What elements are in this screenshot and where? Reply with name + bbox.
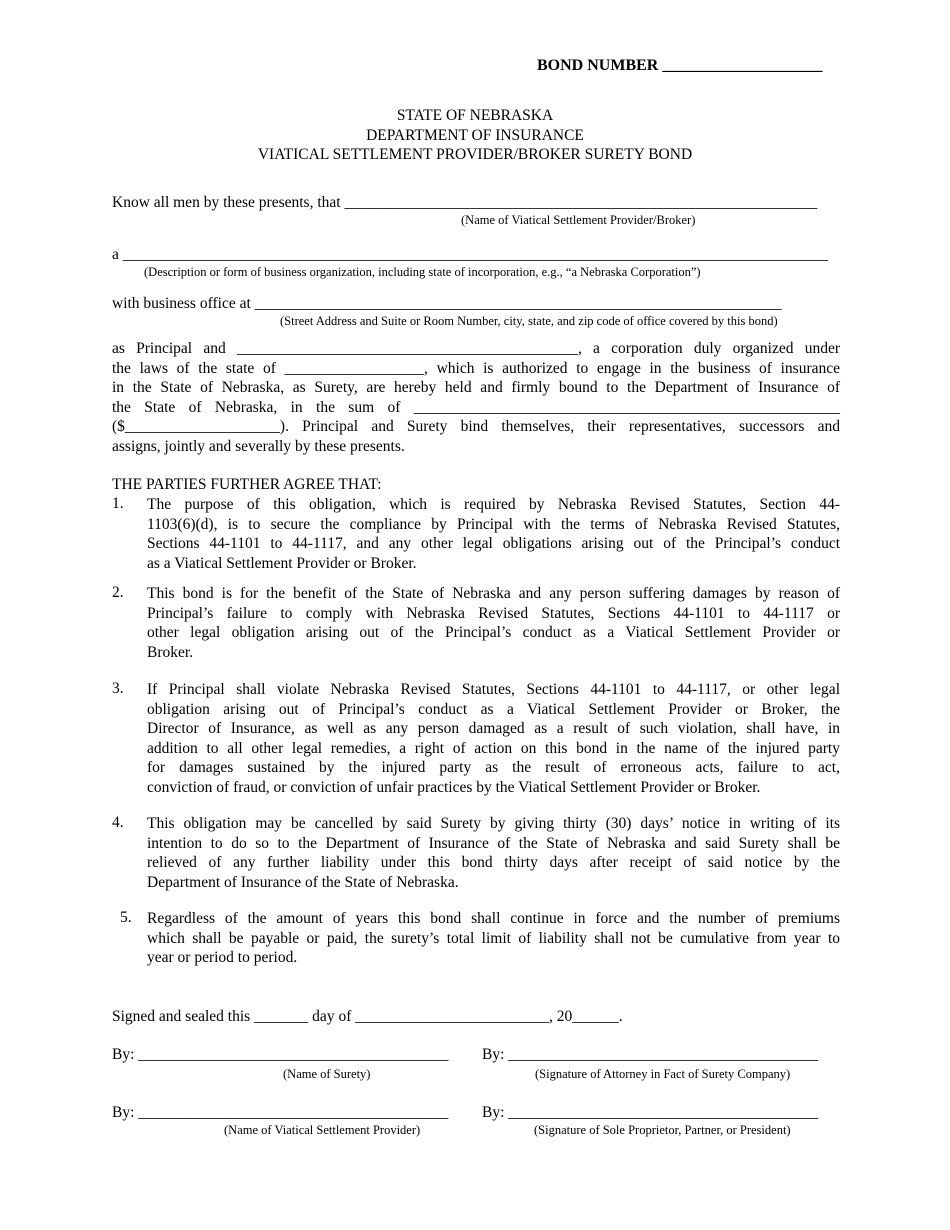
- item-line: 1103(6)(d), is to secure the compliance by Principal with the terms of Nebraska Revised Statutes,: [147, 515, 840, 533]
- organization-form-line[interactable]: a ___________________________________________________________________________________________: [112, 246, 829, 263]
- president-signature-field[interactable]: By: ________________________________________: [482, 1104, 819, 1121]
- item-line: The purpose of this obligation, which is required by Nebraska Revised Statutes, Section 44-: [147, 496, 840, 513]
- item-line: This obligation may be cancelled by said Surety by giving thirty (30) days’ notice in writing of its: [147, 815, 840, 832]
- item-line: This bond is for the benefit of the State of Nebraska and any person suffering damages by reason of: [147, 585, 840, 602]
- item-number: 2.: [112, 584, 124, 601]
- item-line: Regardless of the amount of years this bond shall continue in force and the number of premiums: [147, 910, 840, 927]
- paragraph-line[interactable]: ($____________________). Principal and Surety bind themselves, their representatives, successors and: [112, 418, 840, 435]
- title-bond-type: VIATICAL SETTLEMENT PROVIDER/BROKER SURETY BOND: [257, 146, 693, 163]
- item-number: 3.: [112, 680, 124, 697]
- title-state: STATE OF NEBRASKA: [396, 107, 554, 124]
- item-line: Broker.: [147, 643, 194, 661]
- attorney-signature-field[interactable]: By: ________________________________________: [482, 1046, 819, 1063]
- item-number: 5.: [120, 909, 132, 926]
- agreement-item-5: [120, 909, 840, 968]
- item-line: for damages sustained by the injured party as the result of erroneous acts, failure to act,: [147, 759, 840, 776]
- president-signature-caption: (Signature of Sole Proprietor, Partner, or President): [534, 1123, 791, 1137]
- agreement-item-2: [112, 584, 840, 662]
- provider-name-field[interactable]: By: ________________________________________: [112, 1104, 449, 1121]
- item-line: as a Viatical Settlement Provider or Broker.: [147, 554, 417, 572]
- title-department: DEPARTMENT OF INSURANCE: [366, 127, 584, 144]
- paragraph-line[interactable]: as Principal and ____________________________________________, a corporation duly organized under: [112, 340, 840, 357]
- bond-number-field[interactable]: BOND NUMBER ____________________: [537, 57, 823, 74]
- item-line: addition to all other legal remedies, a right of action on this bond in the name of the injured party: [147, 739, 840, 757]
- item-line: obligation arising out of Principal’s conduct as a Viatical Settlement Provider or Broker, the: [147, 700, 840, 718]
- agreement-heading: THE PARTIES FURTHER AGREE THAT:: [112, 476, 382, 493]
- business-office-caption: (Street Address and Suite or Room Number, city, state, and zip code of office covered by this bond): [280, 314, 778, 328]
- paragraph-line: assigns, jointly and severally by these presents.: [112, 437, 405, 455]
- agreement-item-4: [112, 814, 840, 892]
- surety-name-field[interactable]: By: ________________________________________: [112, 1046, 449, 1063]
- agreement-item-1: [112, 495, 840, 573]
- business-office-line[interactable]: with business office at ____________________________________________________________________: [112, 295, 782, 312]
- item-line: If Principal shall violate Nebraska Revised Statutes, Sections 44-1101 to 44-1117, or other legal: [147, 681, 840, 698]
- principal-surety-paragraph: [112, 339, 840, 456]
- paragraph-line[interactable]: the laws of the state of __________________, which is authorized to engage in the business of insurance: [112, 359, 840, 377]
- principal-name-line[interactable]: Know all men by these presents, that _____________________________________________________________: [112, 194, 818, 211]
- item-number: 4.: [112, 814, 124, 831]
- item-line: conviction of fraud, or conviction of unfair practices by the Viatical Settlement Provider or Broker.: [147, 778, 761, 796]
- surety-name-caption: (Name of Surety): [283, 1067, 371, 1081]
- attorney-signature-caption: (Signature of Attorney in Fact of Surety Company): [535, 1067, 791, 1081]
- organization-form-caption: (Description or form of business organization, including state of incorporation, e.g., “a Nebraska Corporation”): [144, 265, 701, 279]
- item-line: relieved of any further liability under this bond thirty days after receipt of said notice by the: [147, 854, 840, 871]
- item-line: Director of Insurance, as well as any person damaged as a result of such violation, shall have, in: [147, 720, 840, 737]
- paragraph-line: in the State of Nebraska, as Surety, are hereby held and firmly bound to the Department of Insurance of: [112, 379, 840, 396]
- item-number: 1.: [112, 495, 124, 512]
- item-line: Department of Insurance of the State of Nebraska.: [147, 873, 459, 891]
- item-line: intention to do so to the Department of Insurance of the State of Nebraska and said Surety shall be: [147, 834, 840, 852]
- provider-name-caption: (Name of Viatical Settlement Provider): [224, 1123, 421, 1137]
- item-line: Principal’s failure to comply with Nebraska Revised Statutes, Sections 44-1101 to 44-1117 or: [147, 604, 840, 622]
- signed-date-line[interactable]: Signed and sealed this _______ day of _________________________, 20______.: [112, 1008, 623, 1025]
- paragraph-line[interactable]: the State of Nebraska, in the sum of _______________________________________________________: [112, 398, 840, 416]
- item-line: which shall be payable or paid, the surety’s total limit of liability shall not be cumulative from year to: [147, 929, 840, 947]
- principal-name-caption: (Name of Viatical Settlement Provider/Broker): [461, 213, 696, 227]
- item-line: Sections 44-1101 to 44-1117, and any other legal obligations arising out of the Principal’s conduct: [147, 535, 840, 552]
- agreement-item-3: [112, 680, 840, 797]
- item-line: year or period to period.: [147, 949, 298, 966]
- item-line: other legal obligation arising out of the Principal’s conduct as a Viatical Settlement Provider or: [147, 624, 840, 641]
